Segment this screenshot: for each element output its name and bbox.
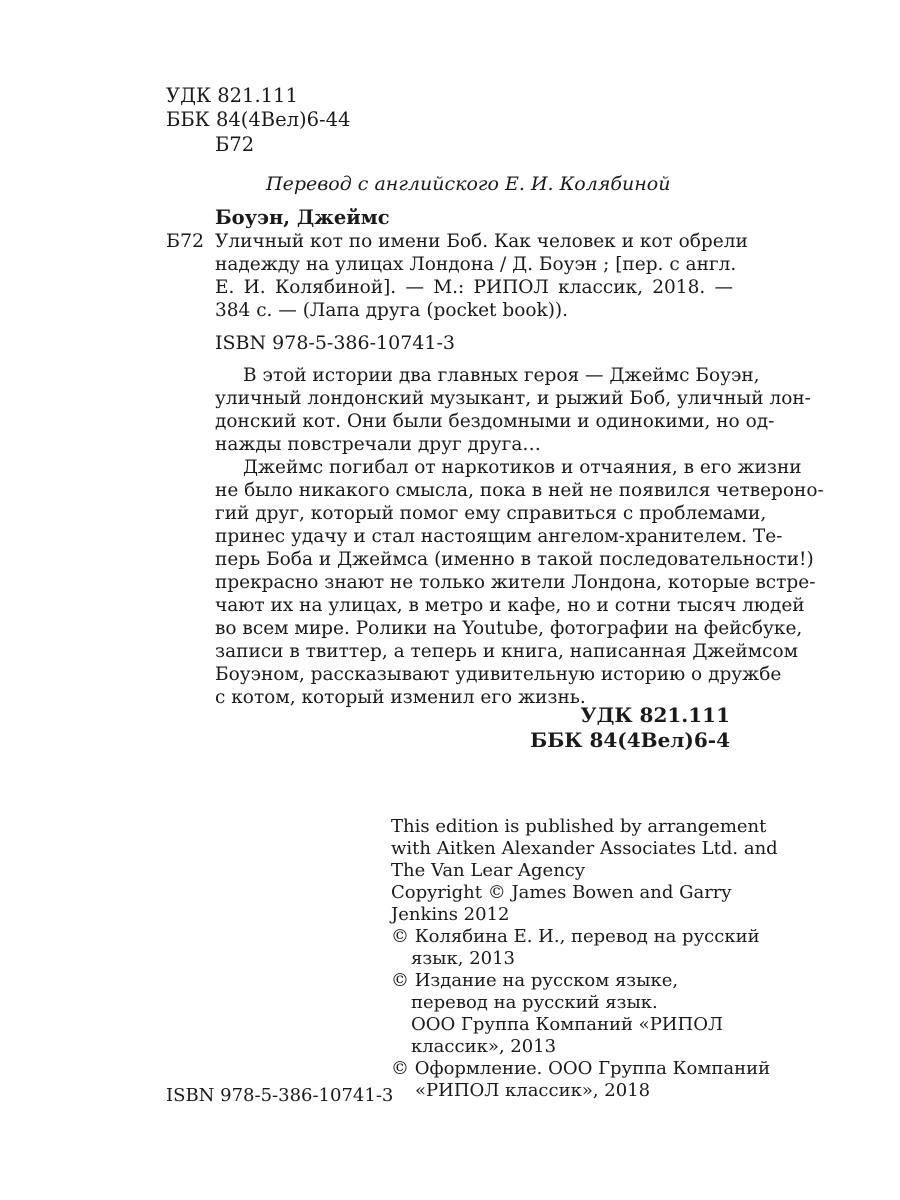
annotation-line: уличный лондонский музыкант, и рыжий Боб, уличный лон-	[215, 388, 811, 409]
edition-ru-line: перевод на русский язык.	[411, 992, 658, 1013]
copyright-line: Copyright © James Bowen and Garry	[391, 882, 732, 903]
annotation-line: Боуэном, рассказывают удивительную историю о дружбе	[215, 664, 782, 685]
edition-ru-line: классик», 2013	[411, 1036, 557, 1057]
entry-line: Е. И. Колябиной]. — М.: РИПОЛ классик, 2018. —	[215, 277, 733, 298]
annotation	[215, 364, 824, 709]
edition-ru-line: © Издание на русском языке,	[391, 970, 679, 991]
bottom-bbk: ББК 84(4Вел)6-4	[530, 728, 730, 752]
design-copyright-line: © Оформление. ООО Группа Компаний	[391, 1058, 771, 1079]
edition-ru-line: ООО Группа Компаний «РИПОЛ	[411, 1014, 723, 1035]
annotation-line: донский кот. Они были бездомными и одинокими, но од-	[215, 411, 775, 432]
entry-sign: Б72	[166, 230, 205, 252]
translation-copyright-line: © Колябина Е. И., перевод на русский	[391, 926, 760, 947]
copyright-block	[391, 816, 778, 1102]
annotation-line: В этой истории два главных героя — Джеймс Боуэн,	[243, 365, 760, 386]
annotation-line: во всем мире. Ролики на Youtube, фотографии на фейсбуке,	[215, 618, 803, 639]
entry-line: 384 с. — (Лапа друга (pocket book)).	[215, 300, 569, 321]
bottom-udk: УДК 821.111	[580, 703, 730, 727]
copyright-line: Jenkins 2012	[391, 904, 510, 925]
edition-line: This edition is published by arrangement	[391, 816, 767, 837]
translation-note: Перевод с английского Е. И. Колябиной	[266, 173, 671, 195]
udk-code: УДК 821.111	[166, 84, 298, 107]
annotation-line: гий друг, который помог ему справиться с проблемами,	[215, 503, 767, 524]
annotation-line: перь Боба и Джеймса (именно в такой последовательности!)	[215, 549, 814, 570]
annotation-line: Джеймс погибал от наркотиков и отчаяния, в его жизни	[243, 457, 802, 478]
annotation-line: записи в твиттер, а теперь и книга, написанная Джеймсом	[215, 641, 799, 662]
author-heading: Боуэн, Джеймс	[215, 206, 390, 229]
footer-isbn: ISBN 978-5-386-10741-3	[166, 1085, 394, 1106]
design-copyright-line: «РИПОЛ классик», 2018	[415, 1080, 651, 1101]
author-sign: Б72	[215, 133, 255, 156]
annotation-line: нажды повстречали друг друга…	[215, 434, 541, 455]
edition-line: The Van Lear Agency	[391, 860, 586, 881]
entry-line: Уличный кот по имени Боб. Как человек и кот обрели	[215, 231, 748, 252]
bibliographic-entry	[215, 230, 748, 322]
annotation-line: не было никакого смысла, пока в ней не появился четвероно-	[215, 480, 824, 501]
entry-line: надежду на улицах Лондона / Д. Боуэн ; [пер. с англ.	[215, 254, 737, 275]
entry-isbn: ISBN 978-5-386-10741-3	[215, 332, 455, 354]
annotation-line: чают их на улицах, в метро и кафе, но и сотни тысяч людей	[215, 595, 805, 616]
annotation-line: с котом, который изменил его жизнь.	[215, 687, 586, 708]
edition-line: with Aitken Alexander Associates Ltd. and	[391, 838, 778, 859]
bbk-code: ББК 84(4Вел)6-44	[166, 108, 351, 131]
annotation-line: прекрасно знают не только жители Лондона, которые встре-	[215, 572, 816, 593]
translation-copyright-line: язык, 2013	[411, 948, 516, 969]
annotation-line: принес удачу и стал настоящим ангелом-хранителем. Те-	[215, 526, 783, 547]
